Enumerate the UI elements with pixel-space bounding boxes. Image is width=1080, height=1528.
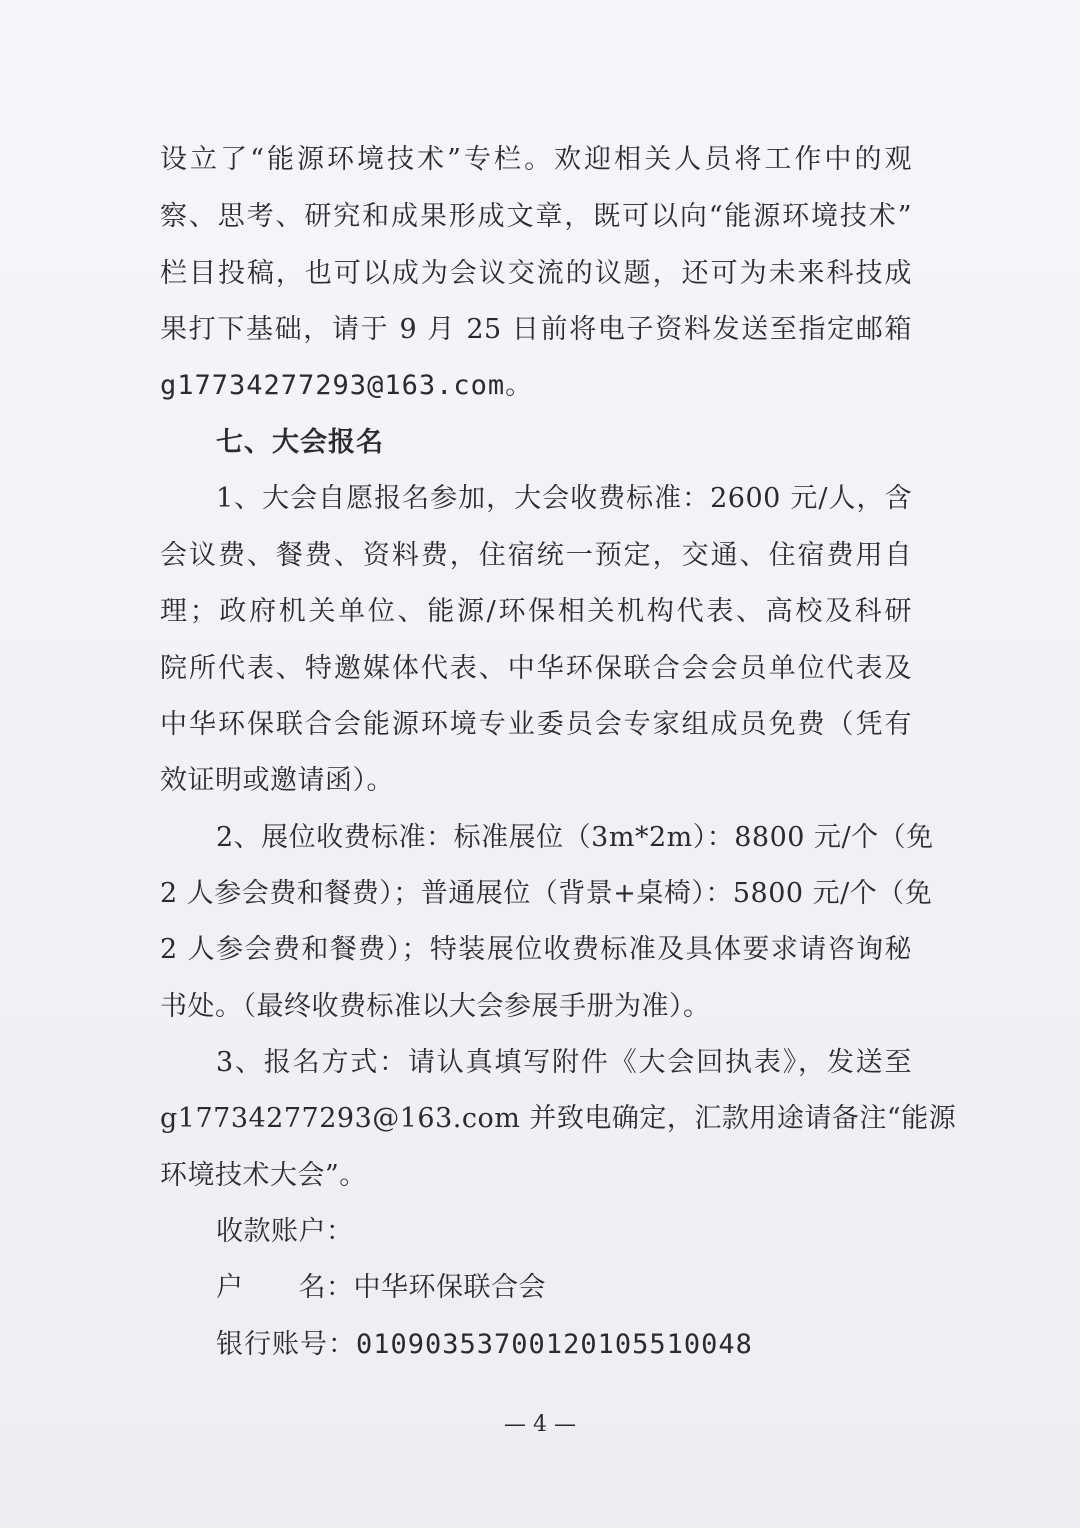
body-text-line: 设立了“能源环境技术”专栏。欢迎相关人员将工作中的观	[160, 144, 912, 175]
body-text-line: 2 人参会费和餐费）；普通展位（背景+桌椅）：5800 元/个（免	[160, 878, 933, 909]
body-text-line: 环境技术大会”。	[160, 1160, 367, 1191]
body-text-line: g17734277293@163.com 并致电确定，汇款用途请备注“能源	[160, 1103, 957, 1134]
body-text-line: 会议费、餐费、资料费，住宿统一预定，交通、住宿费用自	[160, 540, 912, 571]
body-text-line: 效证明或邀请函）。	[160, 765, 394, 796]
account-label: 收款账户：	[216, 1216, 354, 1247]
body-text-line: 院所代表、特邀媒体代表、中华环保联合会会员单位代表及	[160, 653, 912, 684]
body-text-line: 2 人参会费和餐费）；特装展位收费标准及具体要求请咨询秘	[160, 934, 912, 965]
body-text-line: 理；政府机关单位、能源/环保相关机构代表、高校及科研	[160, 596, 912, 627]
page-number: — 4 —	[504, 1412, 576, 1437]
body-text-line: 察、思考、研究和成果形成文章，既可以向“能源环境技术”	[160, 201, 912, 232]
account-number: 银行账号：0109035370012010551004​8	[216, 1329, 753, 1360]
body-text-line: 果打下基础，请于 9 月 25 日前将电子资料发送至指定邮箱	[160, 314, 912, 345]
body-text-line: 3、报名方式：请认真填写附件《大会回执表》，发送至	[216, 1047, 912, 1078]
body-text-line: 1、大会自愿报名参加，大会收费标准：2600 元/人，含	[216, 483, 912, 514]
email-text: g17734277293@163.com。	[160, 370, 534, 401]
body-text-line: 栏目投稿，也可以成为会议交流的议题，还可为未来科技成	[160, 258, 912, 289]
section-heading: 七、大会报名	[216, 427, 384, 458]
body-text-line: 书处。（最终收费标准以大会参展手册为准）。	[160, 991, 711, 1022]
account-name: 户 名：中华环保联合会	[216, 1272, 546, 1303]
body-text-line: 2、展位收费标准：标准展位（3m*2m）：8800 元/个（免	[216, 822, 934, 853]
body-text-line: 中华环保联合会能源环境专业委员会专家组成员免费（凭有	[160, 709, 912, 740]
